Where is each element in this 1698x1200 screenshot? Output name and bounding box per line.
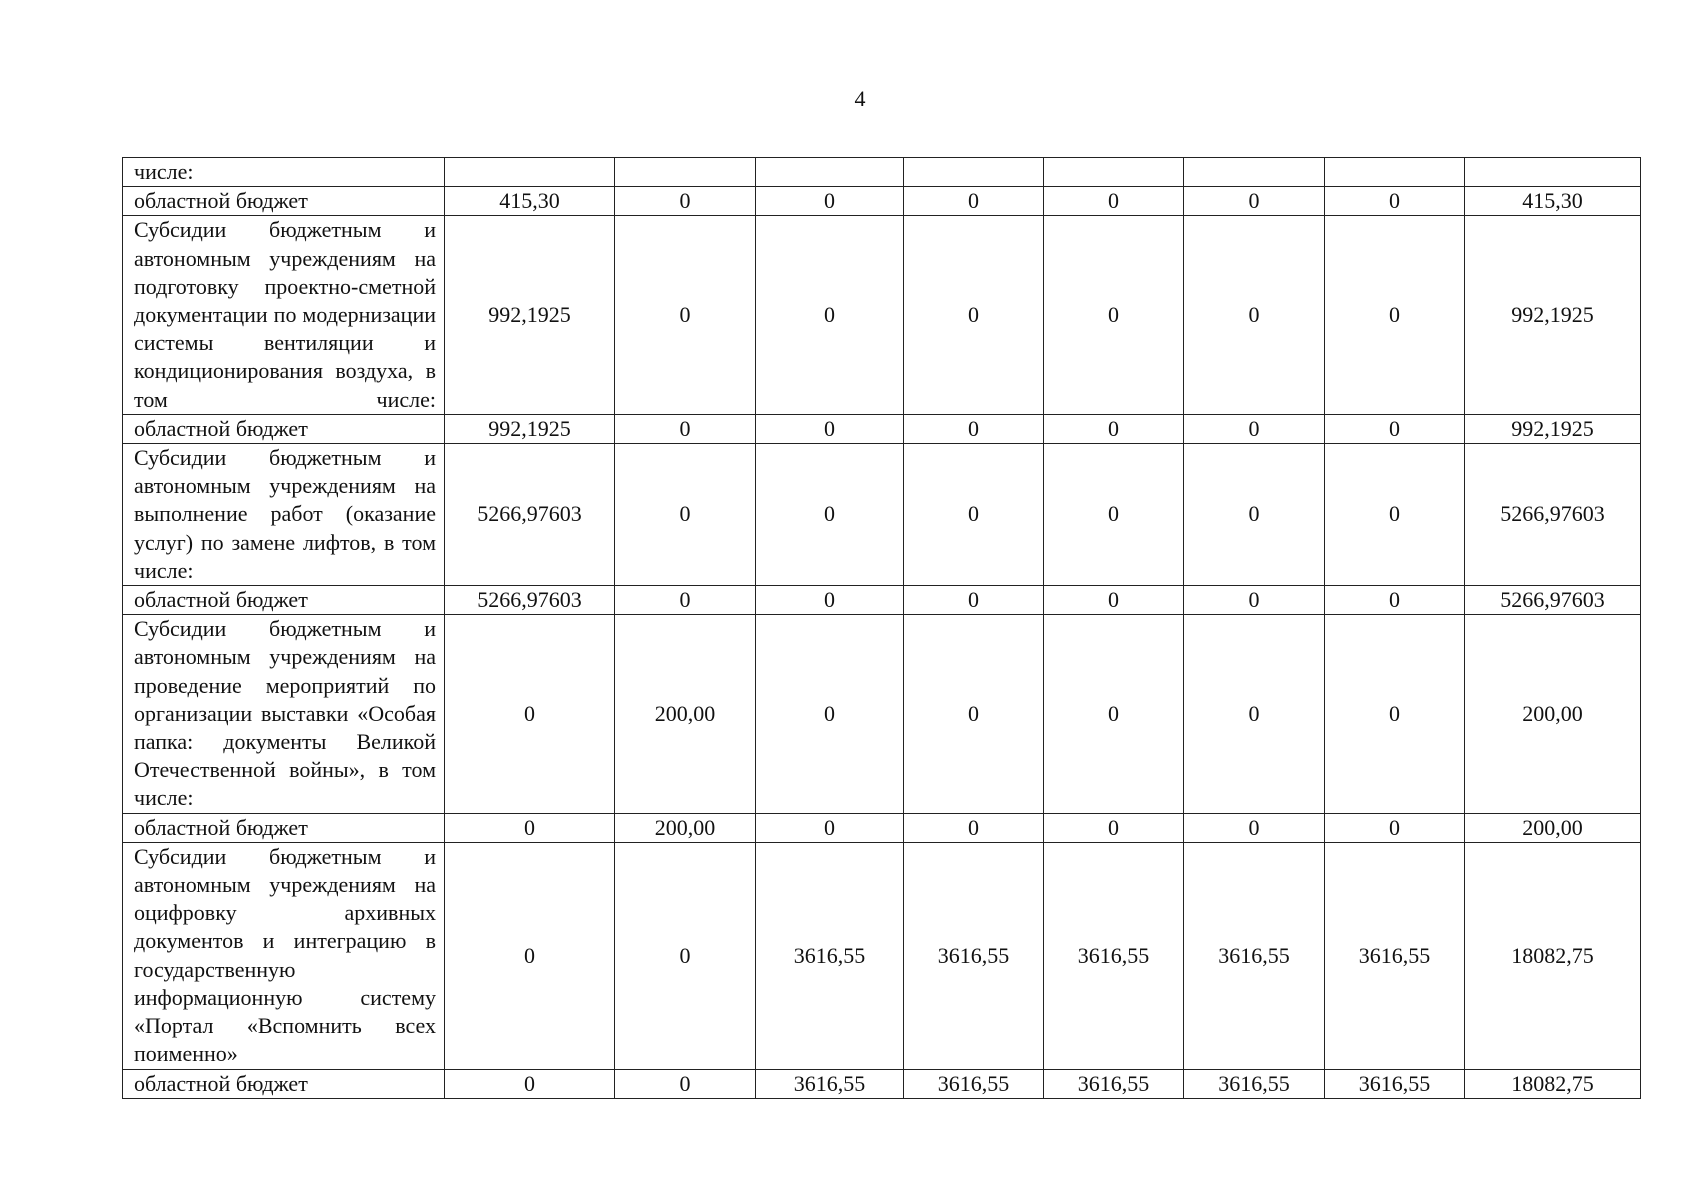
table-row [123, 216, 1641, 414]
funding-source-cell: областной бюджет [123, 586, 445, 615]
year-value-cell: 0 [445, 813, 615, 842]
year-value-cell: 0 [1325, 414, 1465, 443]
year-value-cell: 200,00 [615, 813, 756, 842]
year-value-cell: 3616,55 [1184, 842, 1325, 1069]
expense-description-cell: Субсидии бюджетным и автономным учреждениям на подготовку проектно-сметной документации по модернизации системы вентиляции и кондиционирования воздуха, в том числе: [123, 216, 445, 414]
year-value-cell: 0 [615, 1069, 756, 1098]
table-row [123, 444, 1641, 586]
expense-description-cell: Субсидии бюджетным и автономным учреждениям на оцифровку архивных документов и интеграцию в государственную информационную систему «Портал «Вспомнить всех поименно» [123, 842, 445, 1069]
total-value-cell: 5266,97603 [1465, 444, 1641, 586]
year-value-cell: 0 [756, 444, 904, 586]
total-value-cell: 200,00 [1465, 813, 1641, 842]
year-value-cell: 0 [615, 842, 756, 1069]
year-value-cell: 0 [1184, 414, 1325, 443]
year-value-cell: 3616,55 [1044, 1069, 1184, 1098]
funding-source-cell: областной бюджет [123, 813, 445, 842]
total-value-cell: 992,1925 [1465, 216, 1641, 414]
year-value-cell: 0 [445, 1069, 615, 1098]
expense-description-cell: Субсидии бюджетным и автономным учреждениям на выполнение работ (оказание услуг) по замене лифтов, в том числе: [123, 444, 445, 586]
funding-source-cell: областной бюджет [123, 1069, 445, 1098]
year-value-cell: 0 [615, 414, 756, 443]
year-value-cell: 3616,55 [1325, 1069, 1465, 1098]
year-value-cell: 0 [756, 414, 904, 443]
year-value-cell: 0 [1184, 586, 1325, 615]
year-value-cell: 0 [615, 187, 756, 216]
year-value-cell: 0 [904, 216, 1044, 414]
year-value-cell: 0 [1184, 216, 1325, 414]
year-value-cell: 3616,55 [1325, 842, 1465, 1069]
year-value-cell: 0 [1184, 813, 1325, 842]
year-value-cell: 3616,55 [1184, 1069, 1325, 1098]
expense-description-cell: Субсидии бюджетным и автономным учреждениям на проведение мероприятий по организации выставки «Особая папка: документы Великой Отечественной войны», в том числе: [123, 615, 445, 813]
year-value-cell: 0 [1325, 813, 1465, 842]
year-value-cell: 0 [904, 586, 1044, 615]
funding-source-cell: областной бюджет [123, 414, 445, 443]
year-value-cell: 0 [756, 615, 904, 813]
year-value-cell: 3616,55 [1044, 842, 1184, 1069]
year-value-cell: 3616,55 [904, 842, 1044, 1069]
year-value-cell [615, 158, 756, 187]
year-value-cell: 0 [1325, 444, 1465, 586]
year-value-cell: 200,00 [615, 615, 756, 813]
year-value-cell: 3616,55 [756, 1069, 904, 1098]
year-value-cell: 0 [756, 216, 904, 414]
year-value-cell: 0 [904, 444, 1044, 586]
total-value-cell: 992,1925 [1465, 414, 1641, 443]
year-value-cell: 0 [445, 615, 615, 813]
year-value-cell: 0 [1044, 187, 1184, 216]
year-value-cell: 992,1925 [445, 216, 615, 414]
year-value-cell: 3616,55 [756, 842, 904, 1069]
year-value-cell: 0 [1184, 187, 1325, 216]
year-value-cell: 0 [445, 842, 615, 1069]
year-value-cell: 5266,97603 [445, 586, 615, 615]
year-value-cell [756, 158, 904, 187]
year-value-cell: 0 [1325, 187, 1465, 216]
year-value-cell [1184, 158, 1325, 187]
year-value-cell: 992,1925 [445, 414, 615, 443]
year-value-cell: 415,30 [445, 187, 615, 216]
expense-description-cell: числе: [123, 158, 445, 187]
table-row-subtotal [123, 586, 1641, 615]
year-value-cell: 0 [615, 586, 756, 615]
year-value-cell: 0 [1184, 615, 1325, 813]
year-value-cell [1044, 158, 1184, 187]
year-value-cell: 0 [1184, 444, 1325, 586]
year-value-cell: 0 [904, 615, 1044, 813]
budget-table [122, 157, 1641, 1099]
year-value-cell [904, 158, 1044, 187]
year-value-cell: 0 [615, 216, 756, 414]
year-value-cell: 0 [756, 813, 904, 842]
total-value-cell: 200,00 [1465, 615, 1641, 813]
table-row-subtotal [123, 187, 1641, 216]
year-value-cell: 0 [1044, 414, 1184, 443]
year-value-cell: 0 [904, 414, 1044, 443]
total-value-cell [1465, 158, 1641, 187]
total-value-cell: 18082,75 [1465, 842, 1641, 1069]
year-value-cell: 0 [1325, 586, 1465, 615]
year-value-cell: 0 [1044, 444, 1184, 586]
table-row [123, 615, 1641, 813]
year-value-cell: 0 [756, 187, 904, 216]
year-value-cell [1325, 158, 1465, 187]
total-value-cell: 5266,97603 [1465, 586, 1641, 615]
table-row [123, 842, 1641, 1069]
year-value-cell: 0 [1044, 813, 1184, 842]
funding-source-cell: областной бюджет [123, 187, 445, 216]
year-value-cell: 0 [1044, 216, 1184, 414]
year-value-cell: 0 [1044, 615, 1184, 813]
year-value-cell: 0 [1325, 216, 1465, 414]
year-value-cell: 5266,97603 [445, 444, 615, 586]
table-row-subtotal [123, 1069, 1641, 1098]
page-number: 4 [854, 86, 866, 111]
year-value-cell: 0 [904, 813, 1044, 842]
total-value-cell: 18082,75 [1465, 1069, 1641, 1098]
year-value-cell: 3616,55 [904, 1069, 1044, 1098]
year-value-cell [445, 158, 615, 187]
table-row-subtotal [123, 414, 1641, 443]
year-value-cell: 0 [756, 586, 904, 615]
table-row-subtotal [123, 813, 1641, 842]
year-value-cell: 0 [615, 444, 756, 586]
year-value-cell: 0 [1044, 586, 1184, 615]
table-row [123, 158, 1641, 187]
year-value-cell: 0 [1325, 615, 1465, 813]
year-value-cell: 0 [904, 187, 1044, 216]
total-value-cell: 415,30 [1465, 187, 1641, 216]
table-body [123, 158, 1641, 1099]
